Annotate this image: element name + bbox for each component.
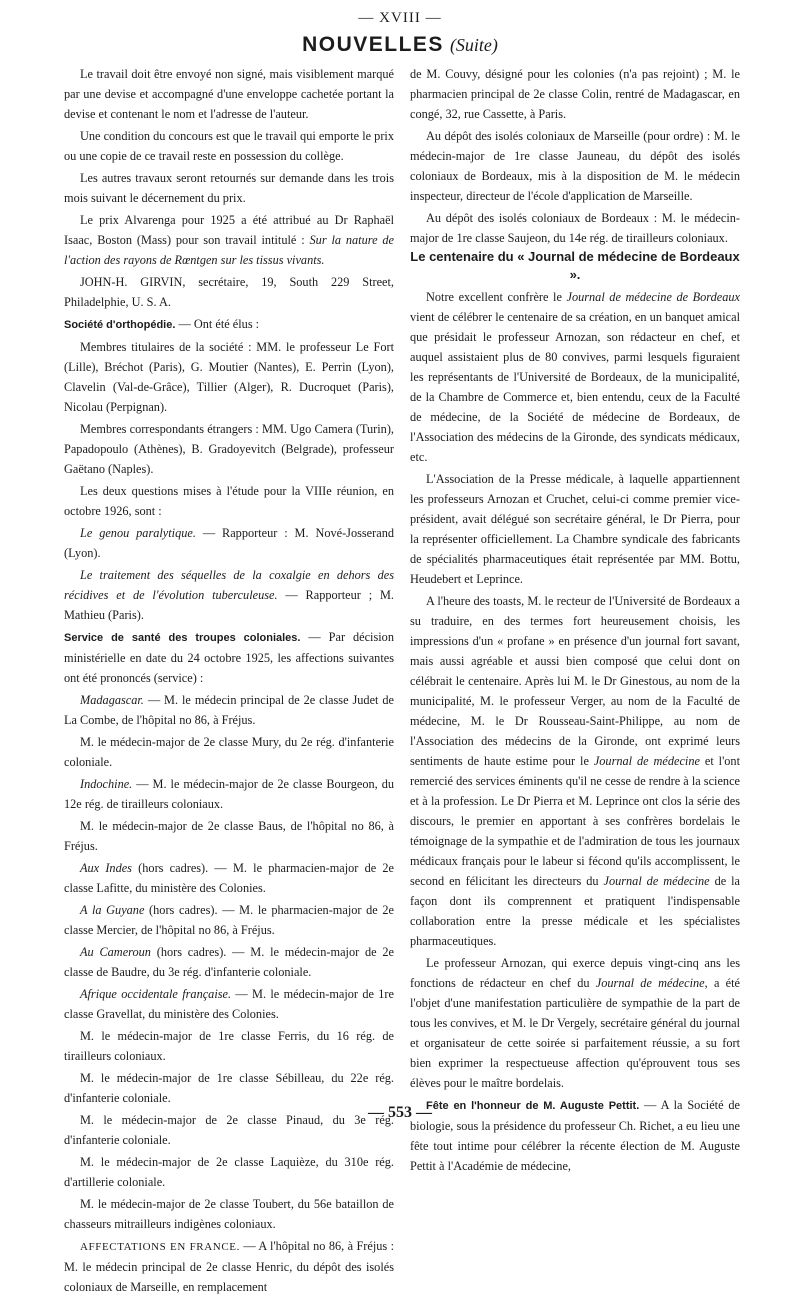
paragraph: Au dépôt des isolés coloniaux de Bordeaux : M. le médecin-major de 1re classe Saujeon, du 14e rég. de tirailleurs coloniaux. (410, 211, 740, 245)
paragraph-text: (hors cadres). — M. le médecin-major de 2e classe de Baudre, du 3e rég. d'infanterie coloniale. (64, 945, 395, 979)
paragraph-text: — Rapporteur ; M. Mathieu (Paris). (64, 588, 395, 622)
place-italic: Madagascar. (80, 693, 144, 707)
paragraph-text: — Ont été élus : (175, 317, 260, 331)
paragraph (410, 287, 740, 467)
place-italic: A la Guyane (80, 903, 145, 917)
paragraph-text: Le professeur Arnozan, qui exerce depuis vingt-cinq ans les fonctions de rédacteur en chef du (410, 956, 740, 990)
article-heading: Le centenaire du « Journal de médecine de Bordeaux ». (410, 249, 740, 282)
paragraph-text: — Rapporteur : M. Nové-Josserand (Lyon). (64, 526, 394, 560)
heading-title: NOUVELLES (302, 33, 444, 56)
news-item-heading: Service de santé des troupes coloniales. (64, 632, 301, 644)
paragraph-text: — A l'hôpital no 86, à Fréjus : M. le médecin principal de 2e classe Henric, du dépôt des isolés coloniaux de Marseille, en remplacement (64, 1239, 394, 1294)
paragraph-text: — M. le médecin principal de 2e classe Judet de La Combe, de l'hôpital no 86, à Fréjus. (64, 693, 394, 727)
paragraph-text: — M. le médecin-major de 1re classe Gravellat, du ministère des Colonies. (64, 987, 394, 1021)
paragraph: M. le médecin-major de 2e classe Pinaud, du 3e rég. d'infanterie coloniale. (64, 1113, 394, 1147)
paragraph-text: Notre excellent confrère le (426, 290, 567, 304)
paragraph (410, 591, 740, 951)
paragraph-text: de la façon dont ils comprennent et pratiquent l'indispensable collaboration entre la presse médicale et les spécialistes pharmaceutiques. (410, 874, 740, 948)
paragraph-text: (hors cadres). — M. le pharmacien-major de 2e classe Lafitte, du ministère des Colonies. (64, 861, 394, 895)
news-item-heading: Société d'orthopédie. (64, 319, 176, 331)
journal-title-italic: Journal de médecine de Bordeaux (566, 290, 740, 304)
right-column (410, 64, 740, 1176)
paragraph: M. le médecin-major de 2e classe Toubert, du 56e bataillon de chasseurs mitrailleurs indigènes coloniaux. (64, 1197, 394, 1231)
paragraph (64, 314, 394, 335)
paragraph (64, 900, 394, 940)
paragraph: M. le médecin-major de 2e classe Mury, du 2e rég. d'infanterie coloniale. (64, 735, 394, 769)
paragraph: Les deux questions mises à l'étude pour la VIIIe réunion, en octobre 1926, sont : (64, 484, 394, 518)
paragraph: M. le médecin-major de 2e classe Baus, de l'hôpital no 86, à Fréjus. (64, 819, 394, 853)
journal-title-italic: Journal de médecine (595, 976, 705, 990)
journal-title-italic: Journal de médecine (603, 874, 710, 888)
place-italic: Indochine. (80, 777, 133, 791)
paragraph-text: vient de célébrer le centenaire de sa création, en un banquet amical que présidait le professeur Arnozan, son rédacteur en chef, et auquel assistaient plus de 80 convives, parmi lesquels figuraient les représentants de l'Université de Bordeaux, de la municipalité, de la Chambre de Commerce et, bien entendu, ceux de la Faculté de médecine, de la Société de médecine de Bordeaux, de l'Association des médecins de la Gironde, des syndicats médicaux, etc. (410, 310, 740, 464)
paragraph (410, 953, 740, 1093)
paragraph-text: — Par décision ministérielle en date du 24 octobre 1925, les affections suivantes ont été prononcés (service) : (64, 630, 394, 685)
paragraph (64, 627, 394, 688)
paragraph-text: , a été l'objet d'une manifestation particulière de sympathie de la part de tous les convives, et M. le Dr Vergely, secrétaire général du journal et organisateur de cette soirée si parfaitement réussie, a su fort bien exprimer la respectueuse affection qu'éprouvent tous ses élèves pour le maître bordelais. (410, 976, 741, 1090)
paragraph: M. le médecin-major de 1re classe Sébilleau, du 22e rég. d'infanterie coloniale. (64, 1071, 394, 1105)
paragraph-text: — M. le médecin-major de 2e classe Bourgeon, du 12e rég. de tirailleurs coloniaux. (64, 777, 394, 811)
paragraph (64, 690, 394, 730)
paragraph: M. le médecin-major de 2e classe Laquièze, du 310e rég. d'artillerie coloniale. (64, 1155, 394, 1189)
place-italic: Aux Indes (80, 861, 132, 875)
paragraph: Membres correspondants étrangers : MM. Ugo Camera (Turin), Papadopoulo (Athènes), B. Gradoyevitch (Belgrade), professeur Gaëtano (Naples). (64, 422, 394, 476)
paragraph (64, 565, 394, 625)
roman-folio: — XVIII — (358, 10, 442, 26)
paragraph: Le travail doit être envoyé non signé, mais visiblement marqué par une devise et accompagné d'une enveloppe cachetée portant la devise et contenant le nom et l'adresse de l'auteur. (64, 67, 394, 121)
page-number: — 553 — (368, 1104, 432, 1121)
paragraph (64, 1236, 394, 1297)
paragraph-text: (hors cadres). — M. le pharmacien-major de 2e classe Mercier, de l'hôpital no 86, à Fréjus. (64, 903, 394, 937)
paragraph: Les autres travaux seront retournés sur demande dans les trois mois suivant le décernement du prix. (64, 171, 394, 205)
paragraph: M. le médecin-major de 1re classe Ferris, du 16 rég. de tirailleurs coloniaux. (64, 1029, 394, 1063)
paragraph: Une condition du concours est que le travail qui emporte le prix ou une copie de ce travail reste en possession du collège. (64, 129, 394, 163)
journal-title-italic: Journal de médecine (593, 754, 700, 768)
paragraph-text: — A la Société de biologie, sous la présidence du professeur Ch. Richet, a eu lieu une fête tout intime pour célébrer la récente élection de M. Auguste Pettit à l'Académie de médecine, (410, 1098, 740, 1173)
place-italic: Au Cameroun (80, 945, 151, 959)
small-caps-heading: AFFECTATIONS EN FRANCE. (80, 1241, 240, 1253)
topic-italic: Le traitement des séquelles de la coxalgie en dehors des récidives et de l'évolution tuberculeuse. (64, 568, 394, 602)
paragraph (64, 942, 394, 982)
paragraph (64, 984, 394, 1024)
paragraph: de M. Couvy, désigné pour les colonies (n'a pas rejoint) ; M. le pharmacien principal de 2e classe Colin, rentré de Madagascar, en congé, 32, rue Cassette, à Paris. (410, 67, 740, 121)
topic-italic: Le genou paralytique. (80, 526, 196, 540)
paragraph: L'Association de la Presse médicale, à laquelle appartiennent les professeurs Arnozan et Cruchet, celui-ci comme premier vice-président, avait délégué son secrétaire général, le Dr Pierra, pour la représenter officiellement. La Chambre syndicale des fabricants de spécialités pharmaceutiques était représentée par MM. Bottu, Heudebert et Leprince. (410, 472, 740, 586)
paragraph (64, 210, 394, 270)
paragraph-text: Le prix Alvarenga pour 1925 a été attribué au Dr Raphaël Isaac, Boston (Mass) pour son travail intitulé : (64, 213, 394, 247)
paper-title-italic: Sur la nature de l'action des rayons de Rœntgen sur les tissus vivants. (64, 233, 394, 267)
paragraph: Membres titulaires de la société : MM. le professeur Le Fort (Lille), Bréchot (Paris), G. Moutier (Nantes), E. Perrin (Lyon), Clavelin (Val-de-Grâce), Tillier (Alger), R. Ducroquet (Paris), Nicolau (Perpignan). (64, 340, 394, 414)
paragraph: JOHN-H. GIRVIN, secrétaire, 19, South 229 Street, Philadelphie, U. S. A. (64, 275, 394, 309)
paragraph: Au dépôt des isolés coloniaux de Marseille (pour ordre) : M. le médecin-major de 1re classe Jauneau, du dépôt des isolés coloniaux de Bordeaux, mis à la disposition de M. le médecin inspecteur, directeur de l'école d'application de Marseille. (410, 129, 740, 203)
paragraph (64, 858, 394, 898)
paragraph (64, 523, 394, 563)
paragraph-text: A l'heure des toasts, M. le recteur de l'Université de Bordeaux a su traduire, en des termes fort heureusement choisis, les impressions d'un « profane » en présence d'un journal fort savant, mais aussi agréable et aussi bien composé que celui dont on célébrait le centenaire. Après lui M. le Dr Ginestous, au nom de la municipalité, M. le professeur Verger, au nom de la Faculté de médecine, M. le Dr Rousseau-Saint-Philippe, au nom de l'Association des médecins de la Gironde, ont exprimé leurs sentiments de haute estime pour le (410, 594, 740, 768)
place-italic: Afrique occidentale française. (80, 987, 232, 1001)
paragraph (64, 774, 394, 814)
paragraph-text: et l'ont remercié des services éminents qu'il ne cesse de rendre à la science et à la profession. Le Dr Pierra et M. Leprince ont clos la série des discours, le premier en apportant à ses confrères bordelais le témoignage de la sympathie et de l'admiration de tous les journaux médicaux français pour le labeur si fécond qu'ils accomplissent, le second en félicitant les directeurs du (410, 754, 740, 888)
section-heading (0, 33, 800, 57)
news-item-heading: Fête en l'honneur de M. Auguste Pettit. (426, 1100, 640, 1112)
heading-subtitle: (Suite) (449, 35, 498, 55)
